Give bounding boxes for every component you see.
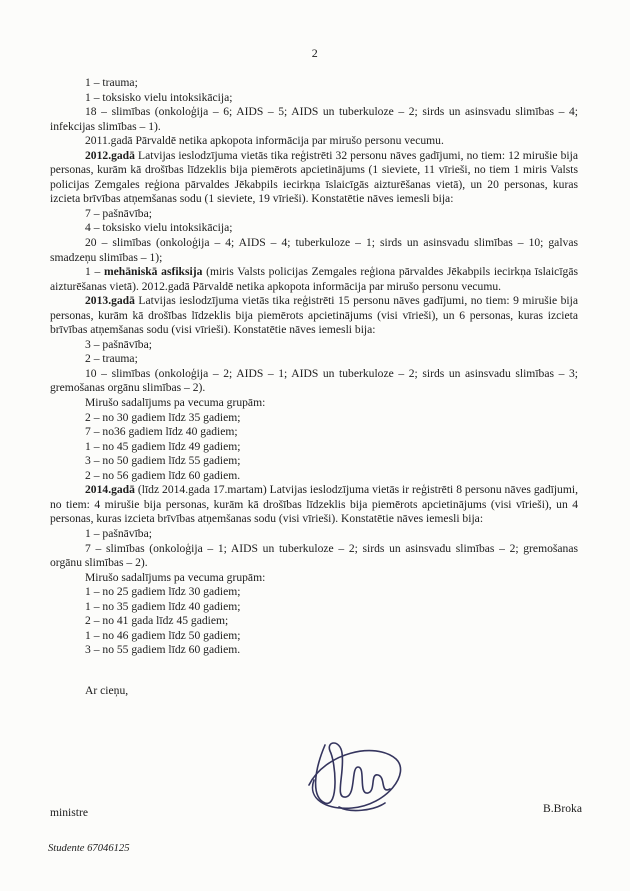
para-bold: mehāniskā asfiksija [103, 265, 203, 279]
role-title: ministre [50, 806, 88, 819]
para-text: Latvijas ieslodzījuma vietās tika reģistrēti 15 personu nāves gadījumi, no tiem: 9 mirušie bija personas, kurām kā drošības līdzeklis bija piemērots apcietinājums (visi vīrieši), un 6 personas, kuras izcieta brīvības atņemšanas sodu (visi vīrieši). Konstatētie nāves iemesli bija: [50, 294, 578, 337]
paragraph [50, 643, 578, 658]
paragraph [50, 221, 578, 236]
paragraph [50, 425, 578, 440]
para-text: (līdz 2014.gada 17.martam) Latvijas ieslodzījuma vietās ir reģistrēti 8 personu nāves gadījumi, no tiem: 4 mirušie bija personas, kurām kā drošības līdzeklis bija piemērots apcietinājums (visi vīrieši), un 4 personas, kuras izcieta brīvības atņemšanas sodu (visi vīrieši). Konstatētie nāves iemesli bija: [50, 483, 578, 526]
para-text: 1 – no 35 gadiem līdz 40 gadiem; [85, 599, 241, 613]
paragraph [50, 411, 578, 426]
para-bold: 2013.gadā [85, 294, 135, 308]
paragraph [50, 629, 578, 644]
signatory-name: B.Broka [543, 802, 582, 815]
para-text: 4 – toksisko vielu intoksikācija; [85, 221, 233, 235]
para-text: 2 – no 56 gadiem līdz 60 gadiem. [85, 468, 241, 482]
paragraph [50, 571, 578, 586]
paragraph [50, 367, 578, 396]
signature [295, 733, 415, 818]
para-text: Mirušo sadalījums pa vecuma grupām: [85, 570, 266, 584]
paragraph [50, 600, 578, 615]
para-text: 2 – no 30 gadiem līdz 35 gadiem; [85, 410, 241, 424]
para-bold: 2012.gadā [85, 148, 135, 162]
paragraph [50, 352, 578, 367]
footer-note: Studente 67046125 [48, 843, 130, 854]
para-text: 2 – no 41 gada līdz 45 gadiem; [85, 614, 229, 628]
paragraph [50, 207, 578, 222]
document-body [50, 76, 578, 698]
paragraph [50, 614, 578, 629]
para-text: Latvijas ieslodzījuma vietās tika reģistrēti 32 personu nāves gadījumi, no tiem: 12 mirušie bija personas, kurām kā drošības līdzeklis bija piemērots apcietinājums (1 sieviete, 11 vīrieši, no tiem 1 miris Valsts policijas Zemgales reģiona pārvaldes Jēkabpils iecirkņa īslaicīgās aizturēšanas vietā), un 20 personas, kuras izcieta brīvības atņemšanas sodu (1 sieviete, 19 vīrieši). Konstatētie nāves iemesli bija: [50, 148, 578, 206]
para-text: 7 – pašnāvība; [85, 206, 152, 220]
para-text: 7 – no36 gadiem līdz 40 gadiem; [85, 425, 238, 439]
para-bold: 2014.gadā [85, 483, 135, 497]
paragraph [50, 76, 578, 91]
para-text: 3 – no 50 gadiem līdz 55 gadiem; [85, 454, 241, 468]
paragraph [50, 454, 578, 469]
para-text: 3 – no 55 gadiem līdz 60 gadiem. [85, 643, 241, 657]
closing-text: Ar cieņu, [85, 683, 129, 697]
paragraph [50, 440, 578, 455]
para-text: 1 – no 25 gadiem līdz 30 gadiem; [85, 585, 241, 599]
paragraph [50, 338, 578, 353]
para-text: 2 – trauma; [85, 352, 138, 366]
paragraph [50, 294, 578, 338]
paragraph [50, 265, 578, 294]
para-pre: 1 – [85, 265, 104, 279]
closing-salutation [50, 684, 578, 699]
paragraph [50, 585, 578, 600]
para-text: 7 – slimības (onkoloģija – 1; AIDS un tuberkuloze – 2; sirds un asinsvadu slimības – 2; gremošanas orgānu slimības – 2). [50, 541, 578, 570]
paragraph [50, 149, 578, 207]
para-text: 3 – pašnāvība; [85, 337, 152, 351]
paragraph [50, 134, 578, 149]
paragraph [50, 542, 578, 571]
para-text: 10 – slimības (onkoloģija – 2; AIDS – 1; AIDS un tuberkuloze – 2; sirds un asinsvadu slimības – 3; gremošanas orgānu slimības – 2). [50, 366, 578, 395]
paragraph [50, 105, 578, 134]
para-text: 20 – slimības (onkoloģija – 4; AIDS – 4; tuberkuloze – 1; sirds un asinsvadu slimības – 10; galvas smadzeņu slimības – 1); [50, 236, 578, 264]
paragraph [50, 236, 578, 265]
para-text: 1 – no 45 gadiem līdz 49 gadiem; [85, 439, 241, 453]
signature-scribble-icon [295, 733, 415, 818]
para-text: 2011.gadā Pārvaldē netika apkopota informācija par mirušo personu vecumu. [85, 134, 444, 148]
para-text: (miris Valsts policijas Zemgales reģiona pārvaldes Jēkabpils iecirkņa īslaicīgās aizturēšanas vietā). 2012.gadā Pārvaldē netika apkopota informācija par mirušo personu vecumu. [50, 265, 578, 293]
paragraph [50, 483, 578, 527]
para-text: Mirušo sadalījums pa vecuma grupām: [85, 396, 266, 410]
paragraph [50, 469, 578, 484]
para-text: 1 – toksisko vielu intoksikācija; [85, 90, 233, 104]
para-text: 1 – trauma; [85, 76, 138, 89]
page-number: 2 [311, 46, 319, 60]
para-text: 18 – slimības (onkoloģija – 6; AIDS – 5; AIDS un tuberkuloze – 2; sirds un asinsvadu slimības – 4; infekcijas slimības – 1). [50, 105, 578, 133]
para-text: 1 – no 46 gadiem līdz 50 gadiem; [85, 628, 241, 642]
para-text: 1 – pašnāvība; [85, 526, 152, 540]
paragraph [50, 396, 578, 411]
paragraph [50, 527, 578, 542]
paragraph [50, 91, 578, 106]
